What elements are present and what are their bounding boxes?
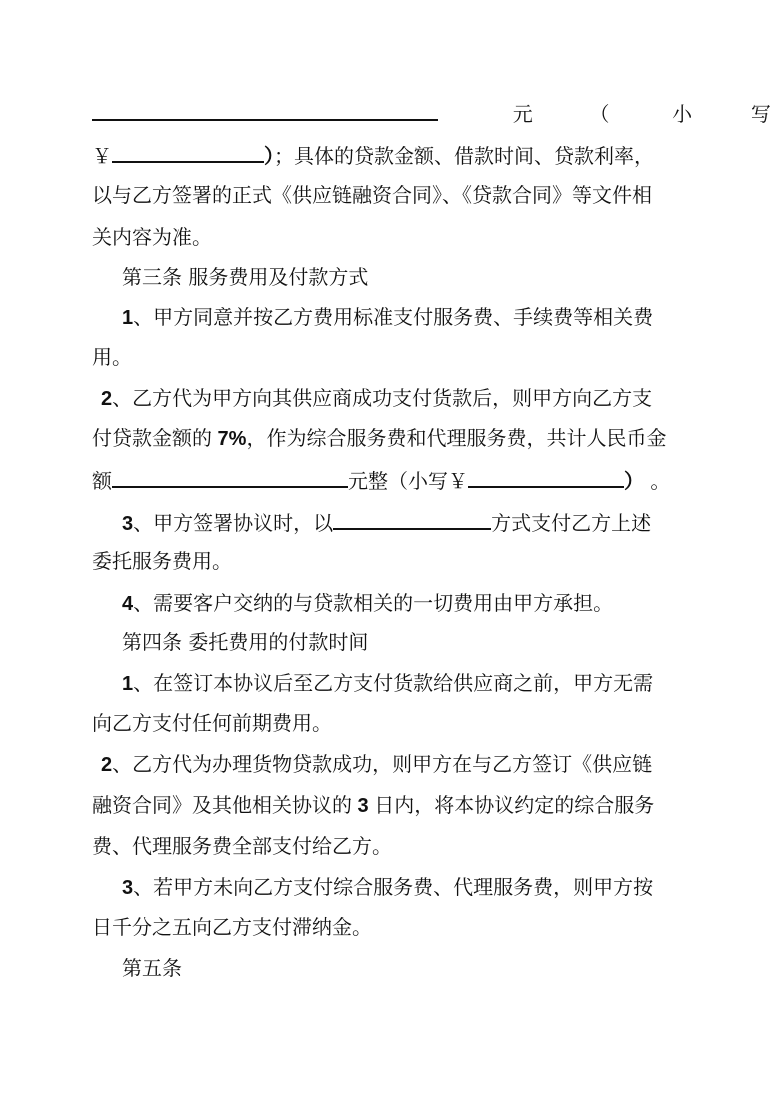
yuan-char: 元 — [512, 102, 533, 126]
item-number: 3 — [122, 877, 134, 899]
paren-open: （ — [589, 102, 610, 126]
article-3-item-3-cont: 委托服务费用。 — [92, 549, 232, 573]
article-4-item-2-line-3: 费、代理服务费全部支付给乙方。 — [92, 834, 392, 858]
article-5-title: 第五条 — [122, 956, 182, 980]
article-4-item-2-line-2 — [92, 790, 684, 820]
amount-figures-blank — [112, 139, 264, 163]
item-number: 1 — [122, 307, 134, 329]
item-text: 、在签订本协议后至乙方支付货款给供应商之前，甲方无需 — [133, 671, 654, 695]
article-3-title: 第三条 服务费用及付款方式 — [122, 265, 369, 289]
article-4-item-3 — [122, 872, 684, 902]
item-number: 4 — [122, 593, 134, 615]
text-line-2 — [92, 139, 684, 169]
item-number: 1 — [122, 673, 134, 695]
article-4-title: 第四条 委托费用的付款时间 — [122, 630, 369, 654]
fee-words-blank — [112, 464, 348, 488]
item-text: 、甲方同意并按乙方费用标准支付服务费、手续费等相关费 — [133, 305, 654, 329]
article-4-item-3-cont: 日千分之五向乙方支付滞纳金。 — [92, 915, 372, 939]
article-3-item-1-cont: 用。 — [92, 345, 132, 369]
close-paren: ） — [624, 471, 644, 493]
payment-method-blank — [333, 506, 491, 530]
item-text: 融资合同》及其他相关协议的 — [92, 793, 352, 817]
item-text: 、需要客户交纳的与贷款相关的一切费用由甲方承担。 — [133, 591, 614, 615]
article-3-item-3 — [122, 506, 684, 536]
article-3-item-2-line-3 — [92, 464, 684, 494]
text-line-1 — [92, 97, 771, 127]
text-line-4: 关内容为准。 — [92, 225, 212, 249]
text-line-3: 以与乙方签署的正式《供应链融资合同》、《贷款合同》等文件相 — [92, 183, 652, 207]
yen-sign: ￥ — [92, 144, 112, 168]
article-4-item-1 — [122, 668, 684, 698]
item-text: 、乙方代为甲方向其供应商成功支付货款后，则甲方向乙方支 — [112, 386, 653, 410]
item-text: ，作为综合服务费和代理服务费，共计人民币金 — [246, 426, 667, 450]
item-text: 付贷款金额的 — [92, 426, 212, 450]
item-text: 额 — [92, 469, 112, 493]
item-text: 方式支付乙方上述 — [491, 511, 652, 535]
amount-words-blank — [92, 97, 438, 121]
item-text: 、乙方代为办理货物贷款成功，则甲方在与乙方签订《供应链 — [112, 752, 653, 776]
days-number: 3 — [352, 795, 375, 817]
fee-figures-blank — [468, 464, 624, 488]
article-3-item-1 — [122, 302, 684, 332]
article-3-item-2-line-2 — [92, 423, 684, 453]
item-text: 元整（小写￥ — [348, 469, 468, 493]
item-text: 、若甲方未向乙方支付综合服务费、代理服务费，则甲方按 — [133, 875, 654, 899]
item-text: 日内，将本协议约定的综合服务 — [374, 793, 655, 817]
item-number: 3 — [122, 513, 134, 535]
item-number: 2 — [101, 754, 113, 776]
line2-rest: ；具体的贷款金额、借款时间、贷款利率， — [274, 144, 654, 168]
article-4-item-1-cont: 向乙方支付任何前期费用。 — [92, 711, 332, 735]
article-4-item-2 — [101, 749, 684, 779]
xiao-char: 小 — [672, 102, 693, 126]
close-paren: ） — [264, 146, 274, 168]
xie-char: 写 — [750, 102, 771, 126]
fee-percent: 7% — [212, 428, 247, 450]
period: 。 — [644, 469, 671, 493]
item-text: 、甲方签署协议时，以 — [133, 511, 334, 535]
item-number: 2 — [101, 388, 113, 410]
article-3-item-4 — [122, 588, 684, 618]
article-3-item-2 — [101, 383, 684, 413]
